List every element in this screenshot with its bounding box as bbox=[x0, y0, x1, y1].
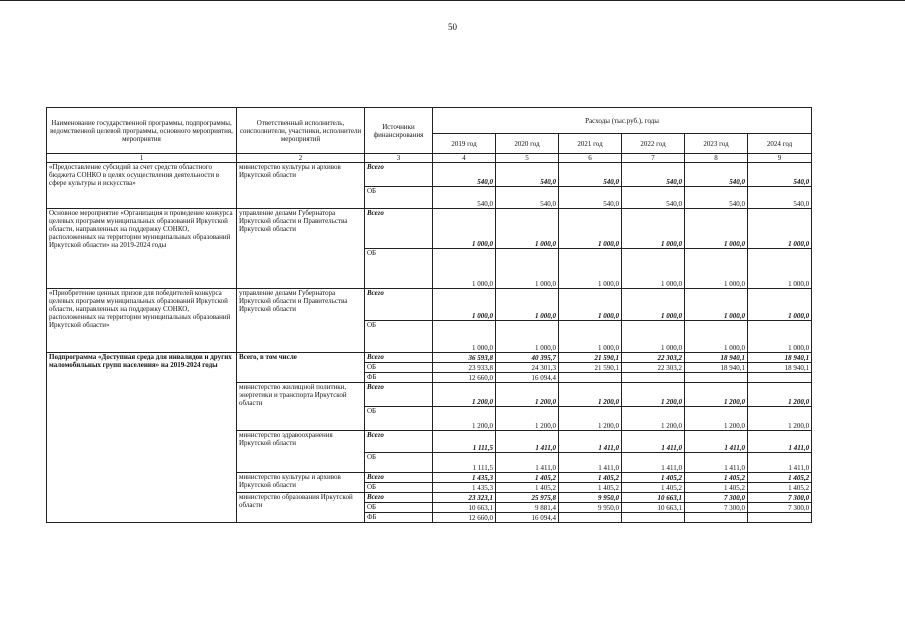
expense-value bbox=[622, 513, 685, 523]
expense-value: 540,0 bbox=[433, 163, 496, 187]
column-index: 4 bbox=[433, 154, 496, 163]
expense-value: 1 000,0 bbox=[559, 321, 622, 353]
subprogram-total-executor: Всего, в том числе bbox=[237, 353, 365, 383]
funding-source: Всего bbox=[365, 493, 433, 503]
expense-value: 10 663,1 bbox=[433, 503, 496, 513]
expense-value: 1 000,0 bbox=[433, 209, 496, 249]
expense-value: 1 200,0 bbox=[748, 383, 812, 407]
expense-value: 12 660,0 bbox=[433, 513, 496, 523]
header-executor: Ответственный исполнитель, соисполнители, участники, исполнители мероприятий bbox=[237, 108, 365, 154]
expense-value: 540,0 bbox=[622, 163, 685, 187]
column-index: 1 bbox=[47, 154, 237, 163]
header-name: Наименование государственной программы, подпрограммы, ведомственной целевой программы, основного мероприятия, мероприятия bbox=[47, 108, 237, 154]
column-index: 9 bbox=[748, 154, 812, 163]
table-row bbox=[47, 163, 812, 187]
expense-value: 24 301,3 bbox=[496, 363, 559, 373]
expense-value: 9 950,0 bbox=[559, 493, 622, 503]
column-index: 2 bbox=[237, 154, 365, 163]
expense-value: 1 435,3 bbox=[433, 483, 496, 493]
page-number: 50 bbox=[448, 22, 457, 32]
expense-value: 22 303,2 bbox=[622, 363, 685, 373]
expense-value: 12 660,0 bbox=[433, 373, 496, 383]
expense-value: 1 405,2 bbox=[748, 483, 812, 493]
program-item-name: «Предоставление субсидий за счет средств областного бюджета СОНКО в целях осуществления деятельности в сфере культуры и искусства» bbox=[47, 163, 237, 209]
expense-value: 1 000,0 bbox=[685, 249, 748, 289]
expense-value: 540,0 bbox=[559, 163, 622, 187]
budget-table-body bbox=[47, 163, 812, 523]
expense-value: 1 000,0 bbox=[748, 249, 812, 289]
funding-source: ФБ bbox=[365, 373, 433, 383]
column-index: 6 bbox=[559, 154, 622, 163]
expense-value: 1 405,2 bbox=[685, 473, 748, 483]
expense-value: 7 300,0 bbox=[685, 493, 748, 503]
responsible-executor: министерство образования Иркутской области bbox=[237, 493, 365, 523]
funding-source: ОБ bbox=[365, 483, 433, 493]
expense-value: 16 094,4 bbox=[496, 513, 559, 523]
funding-source: Всего bbox=[365, 289, 433, 321]
expense-value: 1 411,0 bbox=[622, 453, 685, 473]
expense-value: 23 323,1 bbox=[433, 493, 496, 503]
expense-value: 1 405,2 bbox=[559, 483, 622, 493]
expense-value: 1 111,5 bbox=[433, 453, 496, 473]
expense-value: 18 940,1 bbox=[748, 353, 812, 363]
expense-value: 540,0 bbox=[685, 187, 748, 209]
expense-value: 540,0 bbox=[433, 187, 496, 209]
funding-source: ОБ bbox=[365, 407, 433, 431]
expense-value: 1 000,0 bbox=[685, 289, 748, 321]
expense-value: 1 000,0 bbox=[622, 249, 685, 289]
expense-value: 1 200,0 bbox=[748, 407, 812, 431]
table-row bbox=[47, 209, 812, 249]
column-index: 7 bbox=[622, 154, 685, 163]
expense-value: 1 435,3 bbox=[433, 473, 496, 483]
expense-value: 1 405,2 bbox=[748, 473, 812, 483]
budget-table bbox=[46, 107, 812, 523]
expense-value: 1 411,0 bbox=[622, 431, 685, 453]
expense-value: 1 405,2 bbox=[496, 483, 559, 493]
expense-value: 1 000,0 bbox=[748, 321, 812, 353]
funding-source: Всего bbox=[365, 163, 433, 187]
expense-value: 18 940,1 bbox=[748, 363, 812, 373]
expense-value: 1 000,0 bbox=[496, 321, 559, 353]
expense-value: 1 000,0 bbox=[559, 289, 622, 321]
funding-source: Всего bbox=[365, 383, 433, 407]
expense-value: 1 000,0 bbox=[622, 289, 685, 321]
program-item-name: Основное мероприятие «Организация и проведение конкурса целевых программ муниципальных образований Иркутской области, направленных на поддержку СОНКО, расположенных на территории муниципальных образований Иркутской области» на 2019-2024 годы bbox=[47, 209, 237, 289]
expense-value: 18 940,1 bbox=[685, 363, 748, 373]
expense-value: 16 094,4 bbox=[496, 373, 559, 383]
funding-source: ФБ bbox=[365, 513, 433, 523]
expense-value: 540,0 bbox=[622, 187, 685, 209]
expense-value: 1 200,0 bbox=[433, 383, 496, 407]
expense-value: 1 411,0 bbox=[685, 431, 748, 453]
expense-value: 1 411,0 bbox=[559, 453, 622, 473]
funding-source: Всего bbox=[365, 431, 433, 453]
expense-value: 1 405,2 bbox=[685, 483, 748, 493]
expense-value: 1 200,0 bbox=[685, 407, 748, 431]
expense-value: 540,0 bbox=[496, 163, 559, 187]
expense-value: 1 411,0 bbox=[496, 431, 559, 453]
expense-value: 540,0 bbox=[685, 163, 748, 187]
expense-value: 1 000,0 bbox=[622, 209, 685, 249]
expense-value: 9 881,4 bbox=[496, 503, 559, 513]
expense-value: 1 411,0 bbox=[748, 453, 812, 473]
funding-source: ОБ bbox=[365, 249, 433, 289]
header-year: 2022 год bbox=[622, 134, 685, 154]
expense-value: 1 000,0 bbox=[559, 249, 622, 289]
column-index: 8 bbox=[685, 154, 748, 163]
top-border-line bbox=[0, 0, 905, 1]
header-source: Источники финансирования bbox=[365, 108, 433, 154]
expense-value: 1 000,0 bbox=[496, 249, 559, 289]
header-year: 2021 год bbox=[559, 134, 622, 154]
responsible-executor: министерство жилищной политики, энергетики и транспорта Иркутской области bbox=[237, 383, 365, 431]
table-row bbox=[47, 353, 812, 363]
expense-value: 1 000,0 bbox=[748, 209, 812, 249]
expense-value: 1 405,2 bbox=[622, 483, 685, 493]
expense-value: 1 000,0 bbox=[496, 209, 559, 249]
expense-value: 1 000,0 bbox=[433, 289, 496, 321]
column-index: 5 bbox=[496, 154, 559, 163]
expense-value: 10 663,1 bbox=[622, 503, 685, 513]
expense-value: 1 411,0 bbox=[685, 453, 748, 473]
expense-value: 1 411,0 bbox=[559, 431, 622, 453]
header-year: 2019 год bbox=[433, 134, 496, 154]
funding-source: ОБ bbox=[365, 187, 433, 209]
funding-source: ОБ bbox=[365, 321, 433, 353]
expense-value: 540,0 bbox=[559, 187, 622, 209]
expense-value bbox=[748, 373, 812, 383]
expense-value: 21 590,1 bbox=[559, 363, 622, 373]
header-expenses: Расходы (тыс.руб.), годы bbox=[433, 108, 812, 134]
expense-value: 1 200,0 bbox=[559, 407, 622, 431]
funding-source: ОБ bbox=[365, 453, 433, 473]
expense-value: 22 303,2 bbox=[622, 353, 685, 363]
expense-value bbox=[559, 373, 622, 383]
expense-value: 25 975,8 bbox=[496, 493, 559, 503]
table-row bbox=[47, 289, 812, 321]
expense-value bbox=[622, 373, 685, 383]
responsible-executor: управление делами Губернатора Иркутской области и Правительства Иркутской области bbox=[237, 209, 365, 289]
expense-value: 18 940,1 bbox=[685, 353, 748, 363]
header-year: 2020 год bbox=[496, 134, 559, 154]
funding-source: Всего bbox=[365, 353, 433, 363]
expense-value: 540,0 bbox=[748, 187, 812, 209]
program-item-name: «Приобретение ценных призов для победителей конкурса целевых программ муниципальных образований Иркутской области, направленных на поддержку СОНКО, расположенных на территории муниципальных образований Иркутской области» bbox=[47, 289, 237, 353]
expense-value: 1 200,0 bbox=[496, 383, 559, 407]
expense-value: 1 000,0 bbox=[496, 289, 559, 321]
expense-value: 1 200,0 bbox=[496, 407, 559, 431]
expense-value: 1 000,0 bbox=[559, 209, 622, 249]
column-index: 3 bbox=[365, 154, 433, 163]
expense-value: 1 411,0 bbox=[496, 453, 559, 473]
expense-value: 540,0 bbox=[496, 187, 559, 209]
expense-value: 7 300,0 bbox=[748, 493, 812, 503]
responsible-executor: управление делами Губернатора Иркутской области и Правительства Иркутской области bbox=[237, 289, 365, 353]
header-year: 2024 год bbox=[748, 134, 812, 154]
expense-value: 1 111,5 bbox=[433, 431, 496, 453]
funding-source: Всего bbox=[365, 209, 433, 249]
expense-value: 1 405,2 bbox=[559, 473, 622, 483]
expense-value bbox=[748, 513, 812, 523]
expense-value bbox=[559, 513, 622, 523]
expense-value: 23 933,8 bbox=[433, 363, 496, 373]
expense-value: 1 405,2 bbox=[496, 473, 559, 483]
expense-value: 1 200,0 bbox=[433, 407, 496, 431]
expense-value: 1 200,0 bbox=[622, 407, 685, 431]
responsible-executor: министерство культуры и архивов Иркутской области bbox=[237, 163, 365, 209]
expense-value: 40 395,7 bbox=[496, 353, 559, 363]
expense-value bbox=[685, 373, 748, 383]
expense-value: 1 200,0 bbox=[559, 383, 622, 407]
funding-source: ОБ bbox=[365, 503, 433, 513]
expense-value: 540,0 bbox=[748, 163, 812, 187]
funding-source: ОБ bbox=[365, 363, 433, 373]
expense-value: 1 000,0 bbox=[685, 321, 748, 353]
expense-value: 1 000,0 bbox=[685, 209, 748, 249]
expense-value: 1 000,0 bbox=[433, 321, 496, 353]
expense-value: 1 405,2 bbox=[622, 473, 685, 483]
expense-value: 7 300,0 bbox=[685, 503, 748, 513]
expense-value: 36 593,8 bbox=[433, 353, 496, 363]
expense-value: 1 000,0 bbox=[622, 321, 685, 353]
responsible-executor: министерство культуры и архивов Иркутской области bbox=[237, 473, 365, 493]
expense-value: 10 663,1 bbox=[622, 493, 685, 503]
funding-source: Всего bbox=[365, 473, 433, 483]
expense-value: 21 590,1 bbox=[559, 353, 622, 363]
expense-value: 1 411,0 bbox=[748, 431, 812, 453]
responsible-executor: министерство здравоохранения Иркутской области bbox=[237, 431, 365, 473]
expense-value: 1 200,0 bbox=[685, 383, 748, 407]
expense-value bbox=[685, 513, 748, 523]
subprogram-name: Подпрограмма «Доступная среда для инвалидов и других маломобильных групп населения» на 2019-2024 годы bbox=[47, 353, 237, 523]
expense-value: 9 950,0 bbox=[559, 503, 622, 513]
expense-value: 1 000,0 bbox=[433, 249, 496, 289]
header-year: 2023 год bbox=[685, 134, 748, 154]
expense-value: 7 300,0 bbox=[748, 503, 812, 513]
expense-value: 1 000,0 bbox=[748, 289, 812, 321]
expense-value: 1 200,0 bbox=[622, 383, 685, 407]
